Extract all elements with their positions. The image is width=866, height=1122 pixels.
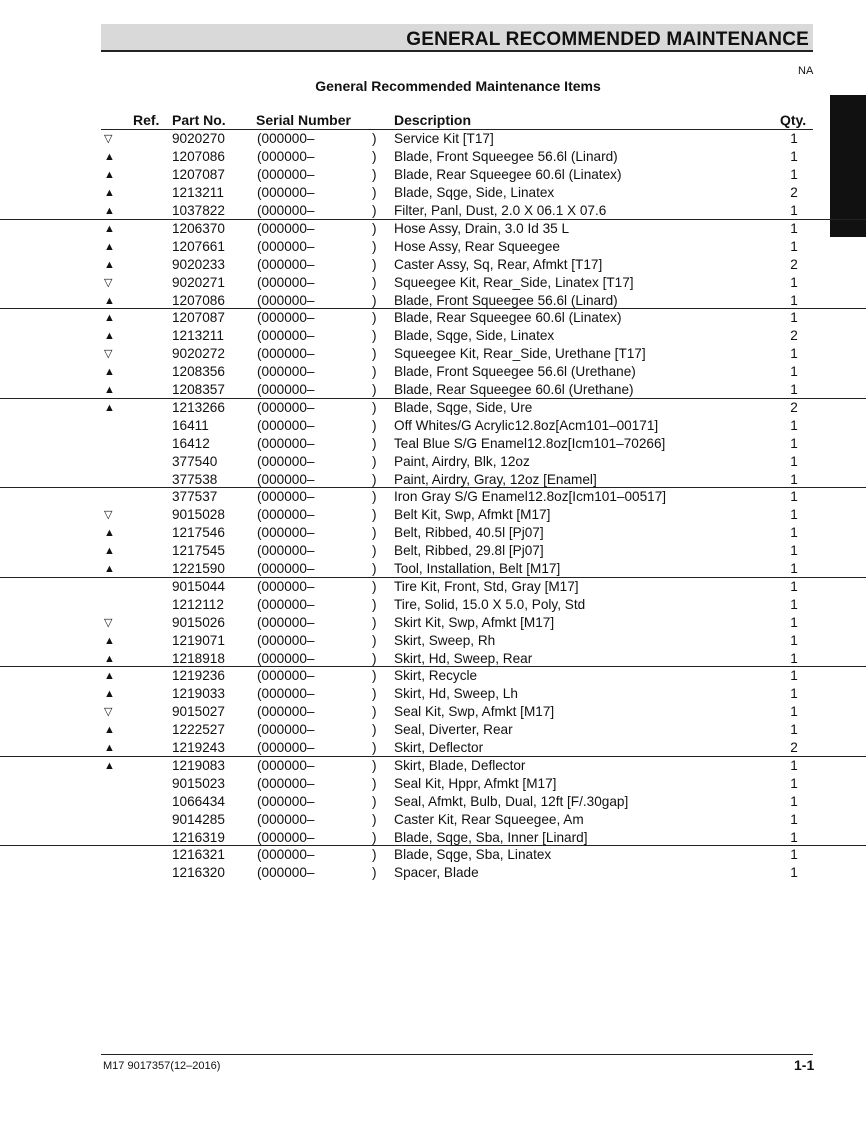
quantity: 1 [790,203,798,218]
part-number: 1208357 [172,382,225,397]
serial-close: ) [372,596,377,612]
description: Belt Kit, Swp, Afmkt [M17] [394,507,551,522]
quantity: 1 [790,382,798,397]
table-row [0,846,866,864]
part-number: 1207087 [172,167,225,182]
table-row [0,650,866,668]
part-number: 1222527 [172,722,225,737]
region-label: NA [798,65,814,77]
quantity: 1 [790,829,798,845]
part-number: 16411 [172,417,209,433]
ref-marker-icon: ▲ [104,527,115,539]
part-number: 9014285 [172,811,225,827]
serial-number: (000000– [257,847,315,862]
ref-marker-icon: ▲ [104,366,115,378]
serial-close: ) [372,722,377,737]
serial-number: (000000– [257,310,315,325]
part-number: 1217545 [172,543,225,558]
description: Skirt, Sweep, Rh [394,632,496,648]
part-number: 1217546 [172,525,225,540]
table-row [0,829,866,847]
table-row [0,292,866,310]
serial-close: ) [372,775,377,791]
part-number: 1216321 [172,847,225,862]
description: Tire, Solid, 15.0 X 5.0, Poly, Std [394,596,586,612]
description: Seal, Afmkt, Bulb, Dual, 12ft [F/.30gap] [394,793,629,809]
serial-number: (000000– [257,650,315,666]
serial-number: (000000– [257,435,315,451]
part-number: 9015044 [172,578,225,594]
column-headers [0,112,866,130]
serial-number: (000000– [257,561,315,576]
description: Blade, Front Squeegee 56.6l (Urethane) [394,364,636,379]
table-row [0,327,866,345]
part-number: 1218918 [172,650,225,666]
quantity: 1 [790,632,798,648]
ref-marker-icon: ▲ [104,652,115,665]
description: Off Whites/G Acrylic12.8oz[Acm101–00171] [394,417,659,433]
description: Tire Kit, Front, Std, Gray [M17] [394,578,579,594]
part-number: 1219243 [172,740,225,755]
quantity: 1 [790,507,798,522]
part-number: 1212112 [172,596,224,612]
serial-close: ) [372,238,377,254]
serial-number: (000000– [257,256,315,272]
table-row [0,596,866,614]
serial-number: (000000– [257,757,315,773]
serial-close: ) [372,167,377,182]
quantity: 1 [790,167,798,182]
serial-number: (000000– [257,328,315,343]
serial-close: ) [372,525,377,540]
quantity: 1 [790,793,798,809]
description: Spacer, Blade [394,865,479,880]
serial-close: ) [372,614,377,630]
serial-close: ) [372,220,377,236]
table-row [0,614,866,632]
serial-number: (000000– [257,489,315,504]
table-row [0,721,866,739]
quantity: 2 [790,740,798,755]
part-number: 9020270 [172,131,225,146]
serial-number: (000000– [257,382,315,397]
part-number: 9015026 [172,614,225,630]
serial-number: (000000– [257,167,315,182]
table-row [0,399,866,417]
table-row [0,524,866,542]
serial-number: (000000– [257,274,315,290]
parts-table [0,130,866,882]
part-number: 1207086 [172,292,225,308]
description: Seal Kit, Hppr, Afmkt [M17] [394,775,557,791]
description: Belt, Ribbed, 29.8l [Pj07] [394,543,544,558]
quantity: 1 [790,525,798,540]
quantity: 1 [790,543,798,558]
ref-marker-icon: ▽ [104,616,113,629]
description: Blade, Sqge, Side, Ure [394,399,533,415]
serial-close: ) [372,507,377,522]
quantity: 1 [790,722,798,737]
table-row [0,506,866,524]
table-row [0,864,866,882]
description: Seal Kit, Swp, Afmkt [M17] [394,704,555,719]
table-row [0,775,866,793]
description: Seal, Diverter, Rear [394,722,513,737]
serial-number: (000000– [257,525,315,540]
ref-marker-icon: ▲ [104,258,115,271]
quantity: 1 [790,489,798,504]
quantity: 1 [790,149,798,164]
description: Service Kit [T17] [394,131,494,146]
quantity: 1 [790,131,798,146]
serial-number: (000000– [257,453,315,469]
table-row [0,166,866,184]
serial-number: (000000– [257,543,315,558]
serial-close: ) [372,650,377,666]
serial-close: ) [372,668,377,683]
table-row [0,363,866,381]
description: Tool, Installation, Belt [M17] [394,561,561,576]
header-band [101,24,813,52]
ref-marker-icon: ▲ [104,330,115,342]
quantity: 2 [790,399,798,415]
part-number: 9015028 [172,507,225,522]
serial-close: ) [372,543,377,558]
serial-close: ) [372,149,377,164]
quantity: 1 [790,220,798,236]
part-number: 1207087 [172,310,225,325]
quantity: 1 [790,364,798,379]
col-header-serial: Serial Number [256,112,351,128]
serial-close: ) [372,435,377,451]
ref-marker-icon: ▽ [104,348,113,360]
serial-number: (000000– [257,829,315,845]
ref-marker-icon: ▽ [104,133,113,145]
col-header-qty: Qty. [780,112,807,128]
description: Filter, Panl, Dust, 2.0 X 06.1 X 07.6 [394,203,607,218]
description: Skirt, Blade, Deflector [394,757,526,773]
quantity: 1 [790,704,798,719]
quantity: 1 [790,847,798,862]
part-number: 1213266 [172,399,225,415]
ref-marker-icon: ▲ [104,205,115,217]
ref-marker-icon: ▲ [104,169,115,181]
serial-close: ) [372,489,377,504]
table-row [0,471,866,489]
serial-close: ) [372,757,377,773]
col-header-description: Description [394,112,472,128]
serial-number: (000000– [257,668,315,683]
table-row [0,256,866,274]
part-number: 9020271 [172,274,225,290]
col-header-ref: Ref. [133,112,160,128]
footer-doc-id: M17 9017357(12–2016) [103,1060,221,1072]
serial-number: (000000– [257,811,315,827]
serial-close: ) [372,847,377,862]
part-number: 1221590 [172,561,225,576]
description: Blade, Sqge, Side, Linatex [394,328,555,343]
table-row [0,417,866,435]
serial-close: ) [372,292,377,308]
serial-close: ) [372,310,377,325]
table-row [0,381,866,399]
serial-number: (000000– [257,614,315,630]
description: Blade, Rear Squeegee 60.6l (Urethane) [394,382,634,397]
serial-number: (000000– [257,220,315,236]
table-row [0,309,866,327]
ref-marker-icon: ▲ [104,384,115,396]
col-header-part: Part No. [172,112,226,128]
description: Caster Kit, Rear Squeegee, Am [394,811,584,827]
description: Blade, Sqge, Sba, Inner [Linard] [394,829,588,845]
serial-close: ) [372,256,377,272]
ref-marker-icon: ▽ [104,276,113,289]
serial-close: ) [372,578,377,594]
serial-close: ) [372,632,377,648]
quantity: 1 [790,775,798,791]
serial-close: ) [372,686,377,701]
quantity: 1 [790,417,798,433]
part-number: 9015023 [172,775,225,791]
description: Skirt, Recycle [394,668,478,683]
serial-close: ) [372,704,377,719]
table-row [0,793,866,811]
serial-close: ) [372,561,377,576]
description: Belt, Ribbed, 40.5l [Pj07] [394,525,544,540]
serial-close: ) [372,364,377,379]
description: Hose Assy, Drain, 3.0 Id 35 L [394,220,570,236]
part-number: 377537 [172,489,218,504]
serial-close: ) [372,417,377,433]
serial-close: ) [372,865,377,880]
ref-marker-icon: ▲ [104,634,115,647]
ref-marker-icon: ▲ [104,724,115,736]
part-number: 1213211 [172,185,224,200]
quantity: 1 [790,865,798,880]
table-row [0,148,866,166]
ref-marker-icon: ▲ [104,670,115,682]
table-row [0,130,866,148]
part-number: 1219033 [172,686,225,701]
serial-close: ) [372,829,377,845]
table-row [0,667,866,685]
part-number: 1219083 [172,757,225,773]
serial-number: (000000– [257,632,315,648]
quantity: 1 [790,596,798,612]
part-number: 9020272 [172,346,225,361]
quantity: 1 [790,453,798,469]
quantity: 1 [790,757,798,773]
quantity: 2 [790,256,798,272]
description: Blade, Front Squeegee 56.6l (Linard) [394,149,618,164]
ref-marker-icon: ▲ [104,294,115,307]
quantity: 1 [790,686,798,701]
table-row [0,632,866,650]
serial-close: ) [372,740,377,755]
description: Squeegee Kit, Rear_Side, Urethane [T17] [394,346,646,361]
part-number: 1208356 [172,364,225,379]
ref-marker-icon: ▲ [104,240,115,253]
description: Blade, Rear Squeegee 60.6l (Linatex) [394,310,622,325]
ref-marker-icon: ▲ [104,742,115,754]
serial-number: (000000– [257,346,315,361]
ref-marker-icon: ▽ [104,706,113,718]
part-number: 9020233 [172,256,225,272]
quantity: 1 [790,346,798,361]
part-number: 1216319 [172,829,225,845]
serial-number: (000000– [257,364,315,379]
quantity: 1 [790,292,798,308]
table-row [0,811,866,829]
serial-close: ) [372,131,377,146]
ref-marker-icon: ▲ [104,401,115,414]
quantity: 1 [790,435,798,451]
table-row [0,703,866,721]
part-number: 1219071 [172,632,225,648]
serial-number: (000000– [257,238,315,254]
serial-number: (000000– [257,704,315,719]
description: Squeegee Kit, Rear_Side, Linatex [T17] [394,274,634,290]
description: Paint, Airdry, Gray, 12oz [Enamel] [394,471,597,487]
ref-marker-icon: ▽ [104,509,113,521]
table-row [0,202,866,220]
quantity: 1 [790,238,798,254]
ref-marker-icon: ▲ [104,222,115,235]
ref-marker-icon: ▲ [104,545,115,557]
table-row [0,685,866,703]
table-row [0,220,866,238]
serial-number: (000000– [257,185,315,200]
serial-close: ) [372,328,377,343]
description: Blade, Rear Squeegee 60.6l (Linatex) [394,167,622,182]
quantity: 1 [790,471,798,487]
part-number: 1207661 [172,238,225,254]
ref-marker-icon: ▲ [104,187,115,199]
table-row [0,542,866,560]
description: Skirt, Hd, Sweep, Lh [394,686,518,701]
serial-number: (000000– [257,596,315,612]
description: Teal Blue S/G Enamel12.8oz[Icm101–70266] [394,435,666,451]
serial-number: (000000– [257,722,315,737]
serial-number: (000000– [257,292,315,308]
footer-rule [101,1054,813,1055]
description: Skirt, Hd, Sweep, Rear [394,650,533,666]
description: Paint, Airdry, Blk, 12oz [394,453,530,469]
serial-close: ) [372,203,377,218]
serial-close: ) [372,346,377,361]
table-row [0,488,866,506]
table-row [0,578,866,596]
table-row [0,184,866,202]
serial-close: ) [372,793,377,809]
part-number: 1219236 [172,668,225,683]
description: Blade, Sqge, Sba, Linatex [394,847,552,862]
quantity: 1 [790,310,798,325]
serial-number: (000000– [257,507,315,522]
serial-number: (000000– [257,471,315,487]
description: Iron Gray S/G Enamel12.8oz[Icm101–00517] [394,489,667,504]
description: Skirt, Deflector [394,740,484,755]
quantity: 2 [790,328,798,343]
quantity: 1 [790,614,798,630]
serial-number: (000000– [257,775,315,791]
serial-number: (000000– [257,399,315,415]
part-number: 1037822 [172,203,225,218]
ref-marker-icon: ▲ [104,563,115,575]
part-number: 1216320 [172,865,225,880]
part-number: 1206370 [172,220,225,236]
serial-number: (000000– [257,740,315,755]
serial-close: ) [372,811,377,827]
ref-marker-icon: ▲ [104,151,115,163]
quantity: 1 [790,274,798,290]
part-number: 377538 [172,471,218,487]
quantity: 2 [790,185,798,200]
ref-marker-icon: ▲ [104,688,115,700]
page-header-title: GENERAL RECOMMENDED MAINTENANCE [406,29,809,50]
serial-number: (000000– [257,793,315,809]
serial-number: (000000– [257,203,315,218]
quantity: 1 [790,578,798,594]
description: Caster Assy, Sq, Rear, Afmkt [T17] [394,256,603,272]
part-number: 377540 [172,453,218,469]
quantity: 1 [790,668,798,683]
table-row [0,345,866,363]
part-number: 1207086 [172,149,225,164]
description: Blade, Front Squeegee 56.6l (Linard) [394,292,618,308]
description: Hose Assy, Rear Squeegee [394,238,560,254]
serial-number: (000000– [257,131,315,146]
table-row [0,453,866,471]
part-number: 9015027 [172,704,225,719]
serial-close: ) [372,453,377,469]
table-row [0,560,866,578]
serial-close: ) [372,399,377,415]
part-number: 1066434 [172,793,225,809]
list-title: General Recommended Maintenance Items [315,78,601,94]
serial-number: (000000– [257,417,315,433]
ref-marker-icon: ▲ [104,312,115,324]
quantity: 1 [790,561,798,576]
description: Blade, Sqge, Side, Linatex [394,185,555,200]
description: Skirt Kit, Swp, Afmkt [M17] [394,614,555,630]
quantity: 1 [790,650,798,666]
serial-number: (000000– [257,578,315,594]
part-number: 1213211 [172,328,224,343]
part-number: 16412 [172,435,210,451]
table-row [0,274,866,292]
table-row [0,757,866,775]
table-row [0,435,866,453]
table-row [0,238,866,256]
table-row [0,739,866,757]
serial-close: ) [372,382,377,397]
serial-number: (000000– [257,686,315,701]
serial-close: ) [372,471,377,487]
quantity: 1 [790,811,798,827]
serial-number: (000000– [257,149,315,164]
ref-marker-icon: ▲ [104,759,115,772]
serial-close: ) [372,185,377,200]
footer-page-number: 1-1 [794,1057,815,1073]
serial-number: (000000– [257,865,315,880]
serial-close: ) [372,274,377,290]
